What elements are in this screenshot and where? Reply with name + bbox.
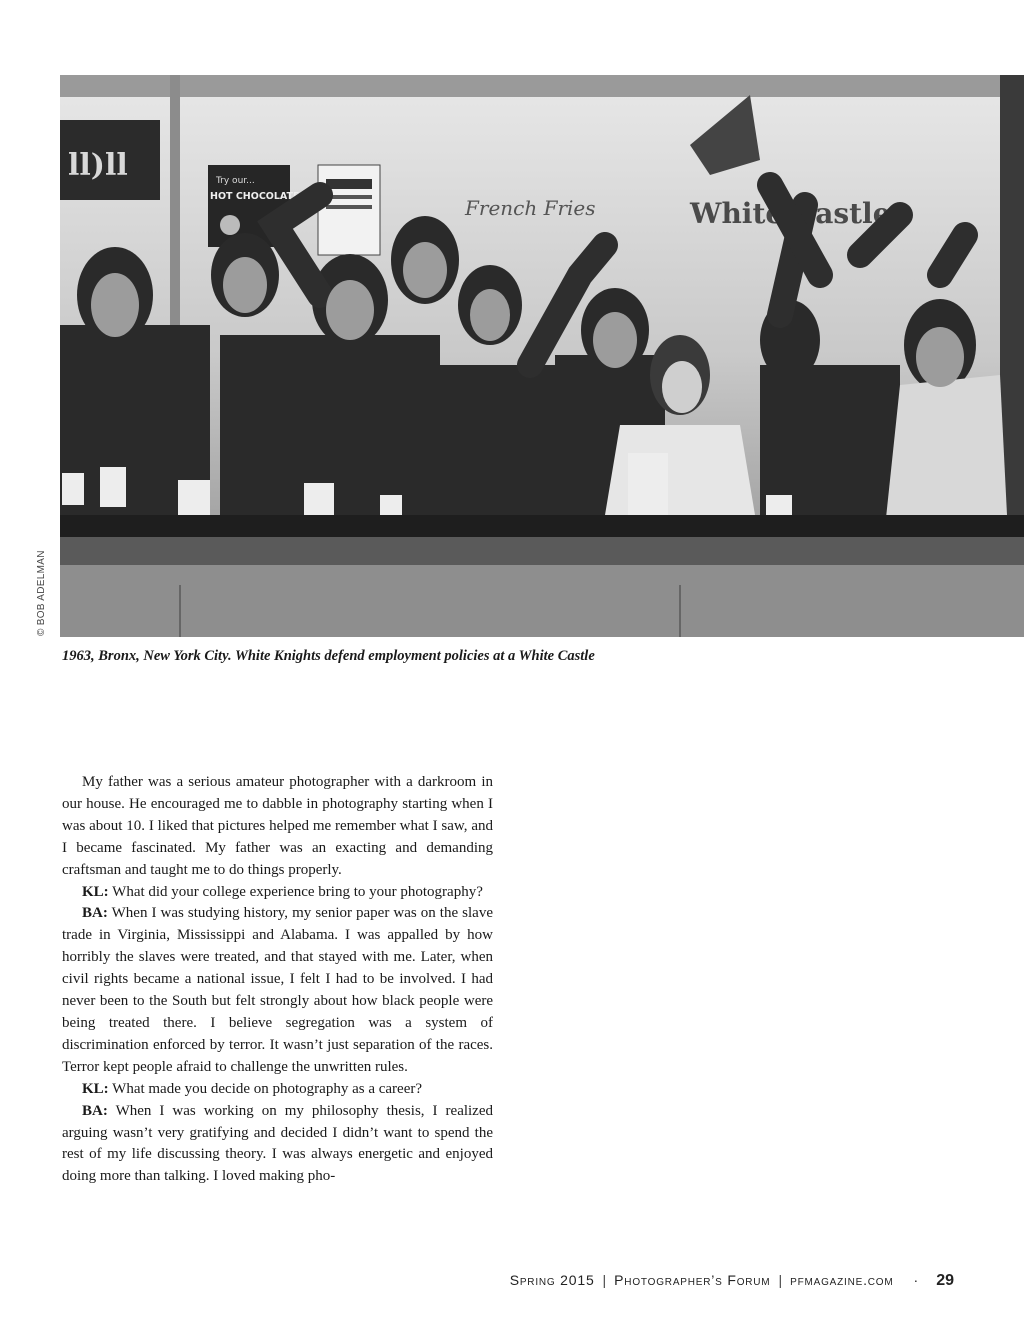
paragraph-text: When I was working on my philosophy thesis, I realized arguing wasn’t very gratifying and decided I didn’t want to spend the rest of my life discussing theory. I was always energetic and enjoyed doing more than talking. I loved making pho- xyxy=(62,1102,493,1185)
paragraph-text: What did your college experience bring to your photography? xyxy=(112,883,483,900)
footer-separator: | xyxy=(602,1272,607,1288)
speaker-label: KL: xyxy=(82,883,109,900)
paragraph-text: What made you decide on photography as a career? xyxy=(112,1080,423,1097)
sign-french-fries: French Fries xyxy=(465,196,596,220)
paragraph xyxy=(62,903,493,1078)
footer-bullet: · xyxy=(913,1272,919,1288)
sign-hot-chocolate: HOT CHOCOLATE xyxy=(210,191,300,202)
article-photo xyxy=(60,75,1024,637)
speaker-label: BA: xyxy=(82,1102,108,1119)
footer-magazine: Photographer’s Forum xyxy=(614,1272,771,1288)
speaker-label: KL: xyxy=(82,1080,109,1097)
paragraph xyxy=(62,882,493,904)
paragraph xyxy=(62,1101,493,1189)
photo-caption: 1963, Bronx, New York City. White Knights defend employment policies at a White Castle xyxy=(62,648,595,664)
footer-issue: Spring 2015 xyxy=(509,1272,595,1288)
paragraph xyxy=(62,772,493,882)
speaker-label: BA: xyxy=(82,905,108,922)
footer-website: pfmagazine.com xyxy=(790,1272,894,1288)
paragraph xyxy=(62,1079,493,1101)
paragraph-text: When I was studying history, my senior paper was on the slave trade in Virginia, Mississippi and Alabama. I was appalled by how horribly the slaves were treated, and that stayed with me. Later, when civil rights became a national issue, I felt I had to be involved. I had never been to the South but felt strongly about how black people were being treated there. I believe segregation was a system of discrimination enforced by terror. It wasn’t just separation of the races. Terror kept people afraid to challenge the unwritten rules. xyxy=(62,905,493,1075)
paragraph-text: My father was a serious amateur photographer with a darkroom in our house. He encouraged me to dabble in photography starting when I was about 10. I liked that pictures helped me remember what I saw, and I became fascinated. My father was an exacting and demanding craftsman and taught me to do things properly. xyxy=(62,774,493,878)
article-body xyxy=(62,772,493,1188)
photo-credit: © BOB ADELMAN xyxy=(36,550,47,636)
photo-white-castle-counter xyxy=(60,75,1024,637)
svg-text:ll)ll: ll)ll xyxy=(68,148,128,183)
page-footer xyxy=(470,1272,954,1292)
footer-separator: | xyxy=(778,1272,783,1288)
page-number: 29 xyxy=(936,1272,954,1289)
sign-try-our: Try our... xyxy=(216,176,255,186)
sign-white-castle: White Castle xyxy=(690,197,891,230)
